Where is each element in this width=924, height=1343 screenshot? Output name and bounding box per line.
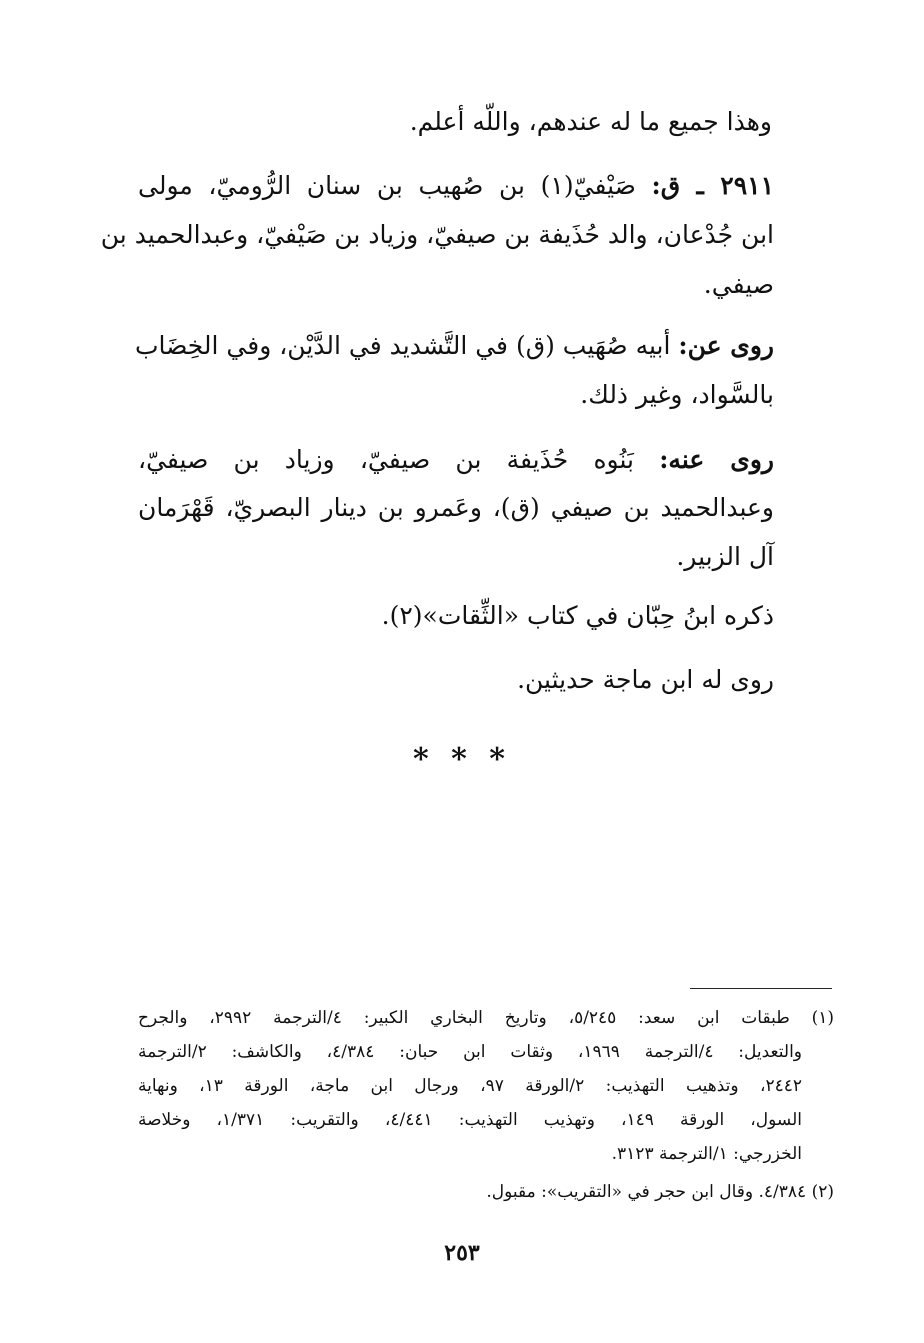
- footnote-2: (٢) ٤/٣٨٤. وقال ابن حجر في «التقريب»: مقبول.: [486, 1182, 834, 1202]
- thiqat-text: ذكره ابنُ حِبّان في كتاب «الثِّقات»(٢).: [381, 601, 774, 630]
- narrated-by-line-3: [138, 537, 774, 577]
- closing-text: وهذا جميع ما له عندهم، واللّه أعلم.: [409, 107, 772, 136]
- entry-text-3: صيفي.: [703, 270, 774, 299]
- entry-text-2: ابن جُدْعان، والد حُذَيفة بن صيفيّ، وزياد بن صَيْفيّ، وعبدالحميد بن: [100, 220, 774, 249]
- footnote-1-line-2: والتعديل: ٤/الترجمة ١٩٦٩، وثقات ابن حبان: ٤/٣٨٤، والكاشف: ٢/الترجمة: [138, 1042, 802, 1062]
- narrated-from-text-1: أبيه صُهَيب (ق) في التَّشديد في الدَّيْن، وفي الخِضَاب: [134, 331, 679, 360]
- narrated-by-text-1: بَنُوه حُذَيفة بن صيفيّ، وزياد بن صيفيّ،: [138, 445, 660, 474]
- footnote-rule: [690, 988, 832, 989]
- footnote-1-line-4: السول، الورقة ١٤٩، وتهذيب التهذيب: ٤/٤٤١، والتقريب: ١/٣٧١، وخلاصة: [138, 1110, 802, 1130]
- entry-name-text: صَيْفيّ(١) بن صُهيب بن سنان الرُّوميّ، مولى: [138, 171, 652, 200]
- page-number: ٢٥٣: [444, 1240, 480, 1266]
- footnote-1-line-5: الخزرجي: ١/الترجمة ٣١٢٣.: [611, 1144, 802, 1164]
- narrated-by-line-2: [138, 488, 774, 528]
- narrated-from-label: روى عن:: [678, 331, 774, 360]
- entry-number: ٢٩١١ ـ ق:: [651, 171, 774, 200]
- footnote-1-line-3: ٢٤٤٢، وتذهيب التهذيب: ٢/الورقة ٩٧، ورجال ابن ماجة، الورقة ١٣، ونهاية: [138, 1076, 802, 1096]
- footnote-1-line-1: (١) طبقات ابن سعد: ٥/٢٤٥، وتاريخ البخاري الكبير: ٤/الترجمة ٢٩٩٢، والجرح: [138, 1008, 834, 1028]
- narrated-by-label: روى عنه:: [659, 445, 774, 474]
- ibn-majah-text: روى له ابن ماجة حديثين.: [517, 665, 774, 694]
- narrated-from-line-2: [138, 375, 774, 415]
- entry-header-line: [138, 166, 774, 206]
- narrated-from-text-2: بالسَّواد، وغير ذلك.: [580, 380, 774, 409]
- thiqat-line: [138, 596, 774, 636]
- ibn-majah-line: [138, 660, 774, 700]
- narrated-by-text-3: آل الزبير.: [676, 542, 774, 571]
- narrated-by-line-1: [138, 440, 774, 480]
- closing-line: [140, 102, 772, 142]
- section-separator: * * *: [413, 742, 511, 777]
- narrated-from-line-1: [134, 326, 774, 366]
- narrated-by-text-2: وعبدالحميد بن صيفي (ق)، وعَمرو بن دينار البصريّ، قَهْرَمان: [138, 493, 774, 522]
- entry-line-2: [100, 215, 774, 255]
- entry-line-3: [138, 265, 774, 305]
